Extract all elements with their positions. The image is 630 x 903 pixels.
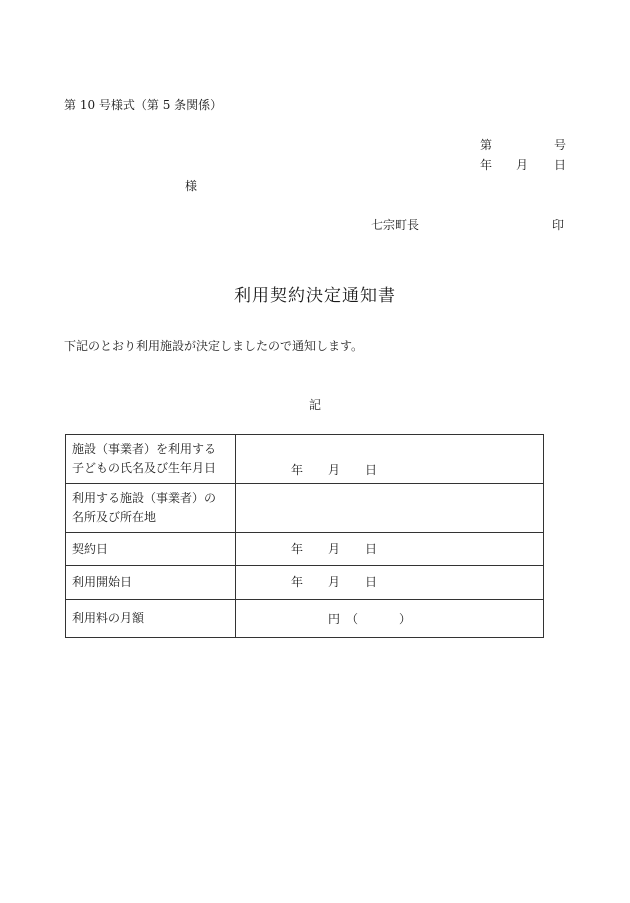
start-date-day: 日 (365, 575, 378, 589)
table-row (66, 600, 544, 638)
issue-date-year: 年 (480, 158, 493, 172)
table-row (66, 566, 544, 600)
start-date-month: 月 (328, 575, 341, 589)
seal-mark: 印 (552, 218, 565, 232)
fee-yen-unit: 円 (328, 612, 341, 626)
table-row (66, 484, 544, 533)
document-title: 利用契約決定通知書 (234, 286, 396, 306)
birthdate-day: 日 (365, 463, 378, 477)
fee-paren-close: ） (399, 612, 412, 626)
table-row (66, 435, 544, 484)
birthdate-month: 月 (328, 463, 341, 477)
intro-text: 下記のとおり利用施設が決定しましたので通知します。 (64, 339, 364, 353)
fee-paren-open: （ (346, 612, 359, 626)
issue-date-month: 月 (516, 158, 529, 172)
monthly-fee-value (236, 600, 544, 638)
start-date-label: 利用開始日 (66, 566, 236, 600)
contract-date-value (236, 533, 544, 566)
document-number-suffix: 号 (554, 138, 567, 152)
contract-details-table (65, 434, 544, 638)
label-line: 利用する施設（事業者）の (72, 491, 217, 505)
contract-date-month: 月 (328, 542, 341, 556)
issue-date-day: 日 (554, 158, 567, 172)
monthly-fee-label: 利用料の月額 (66, 600, 236, 638)
addressee-honorific: 様 (185, 179, 198, 193)
label-line: 名所及び所在地 (72, 510, 157, 524)
contract-date-year: 年 (291, 542, 304, 556)
issuer-name: 七宗町長 (371, 218, 420, 232)
label-line: 施設（事業者）を利用する (72, 442, 217, 456)
facility-name-address-label (66, 484, 236, 533)
contract-date-label: 契約日 (66, 533, 236, 566)
child-name-birthdate-value (236, 435, 544, 484)
start-date-year: 年 (291, 575, 304, 589)
child-name-birthdate-label (66, 435, 236, 484)
label-line: 子どもの氏名及び生年月日 (72, 461, 217, 475)
birthdate-year: 年 (291, 463, 304, 477)
ki-heading: 記 (308, 398, 321, 412)
contract-date-day: 日 (365, 542, 378, 556)
form-number-label: 第 10 号様式（第 5 条関係） (64, 98, 223, 112)
document-number-prefix: 第 (480, 138, 493, 152)
table-row (66, 533, 544, 566)
facility-name-address-value (236, 484, 544, 533)
start-date-value (236, 566, 544, 600)
